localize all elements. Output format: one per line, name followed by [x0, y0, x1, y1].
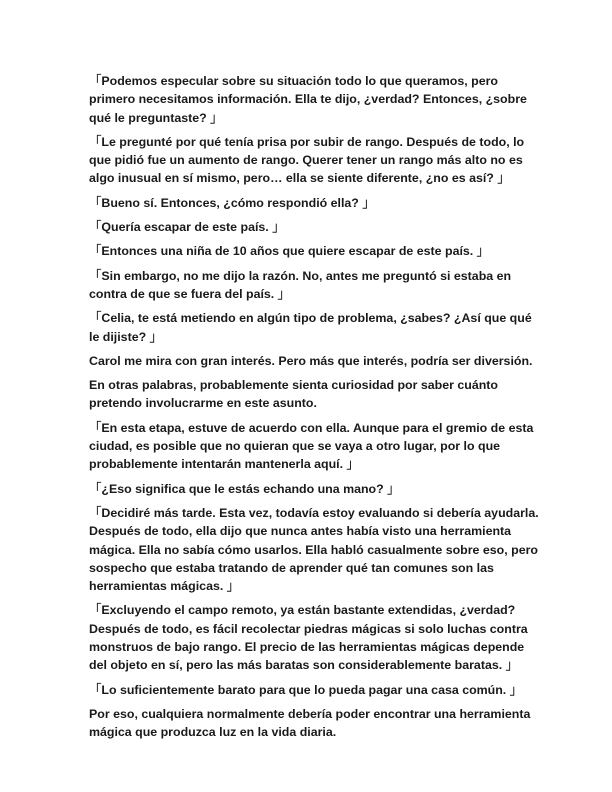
paragraph-14 [89, 681, 524, 699]
text-line: mágica. Ella no sabía cómo usarlos. Ella habló casualmente sobre eso, pero [89, 542, 538, 557]
text-line: Después de todo, ella dijo que nunca antes había visto una herramienta [89, 524, 512, 539]
text-line: 「Decidiré más tarde. Esta vez, todavía estoy evaluando si debería ayudarla. [89, 505, 539, 520]
text-line: Después de todo, es fácil recolectar piedras mágicas si solo luchas contra [89, 621, 528, 636]
text-line: primero necesitamos información. Ella te dijo, ¿verdad? Entonces, ¿sobre [89, 92, 527, 107]
text-line: 「Entonces una niña de 10 años que quiere escapar de este país. 」 [89, 244, 490, 259]
text-line: Carol me mira con gran interés. Pero más que interés, podría ser diversión. [89, 353, 533, 368]
text-line: monstruos de bajo rango. El precio de las herramientas mágicas depende [89, 640, 525, 655]
paragraph-3 [89, 194, 524, 212]
text-line: que pidió fue un aumento de rango. Querer tener un rango más alto no es [89, 153, 523, 168]
text-line: sospecho que estaba tratando de aprender qué tan comunes son las [89, 560, 494, 575]
text-line: 「En esta etapa, estuve de acuerdo con ella. Aunque para el gremio de esta [89, 420, 534, 435]
paragraph-10 [89, 419, 534, 474]
paragraph-9 [89, 376, 524, 413]
text-line: 「Lo suficientemente barato para que lo pueda pagar una casa común. 」 [89, 682, 523, 697]
text-line: En otras palabras, probablemente sienta curiosidad por saber cuánto [89, 378, 498, 393]
paragraph-7 [89, 309, 532, 346]
text-line: 「Quería escapar de este país. 」 [89, 220, 285, 235]
text-line: qué le preguntaste? 」 [89, 110, 223, 125]
paragraph-12 [89, 504, 539, 595]
text-line: pretendo involucrarme en este asunto. [89, 396, 317, 411]
text-line: ciudad, es posible que no quieran que se vaya a otro lugar, por lo que [89, 439, 501, 454]
text-line: algo inusual en sí mismo, pero… ella se siente diferente, ¿no es así? 」 [89, 171, 510, 186]
paragraph-4 [89, 218, 524, 236]
paragraph-8 [89, 352, 533, 370]
text-line: 「Bueno sí. Entonces, ¿cómo respondió ella? 」 [89, 195, 375, 210]
text-line: le dijiste? 」 [89, 329, 162, 344]
paragraph-11 [89, 480, 524, 498]
text-line: probablemente intentarán mantenerla aquí. 」 [89, 457, 359, 472]
text-line: 「Sin embargo, no me dijo la razón. No, antes me preguntó si estaba en [89, 268, 512, 283]
text-line: 「¿Eso significa que le estás echando una mano? 」 [89, 481, 400, 496]
text-line: contra de que se fuera del país. 」 [89, 286, 291, 301]
text-line: 「Le pregunté por qué tenía prisa por subir de rango. Después de todo, lo [89, 134, 525, 149]
paragraph-1 [89, 72, 527, 127]
text-line: mágica que produzca luz en la vida diaria. [89, 725, 337, 740]
paragraph-2 [89, 133, 524, 188]
paragraph-6 [89, 267, 524, 304]
text-line: 「Podemos especular sobre su situación todo lo que queramos, pero [89, 74, 498, 88]
text-line: del objeto en sí, pero las más baratas son considerablemente baratas. 」 [89, 658, 519, 673]
paragraph-5 [89, 242, 524, 260]
paragraph-13 [89, 601, 528, 674]
paragraph-15 [89, 705, 531, 742]
text-line: herramientas mágicas. 」 [89, 579, 240, 594]
text-line: 「Excluyendo el campo remoto, ya están bastante extendidas, ¿verdad? [89, 603, 516, 618]
text-line: 「Celia, te está metiendo en algún tipo de problema, ¿sabes? ¿Así que qué [89, 311, 532, 326]
text-line: Por eso, cualquiera normalmente debería poder encontrar una herramienta [89, 706, 531, 721]
